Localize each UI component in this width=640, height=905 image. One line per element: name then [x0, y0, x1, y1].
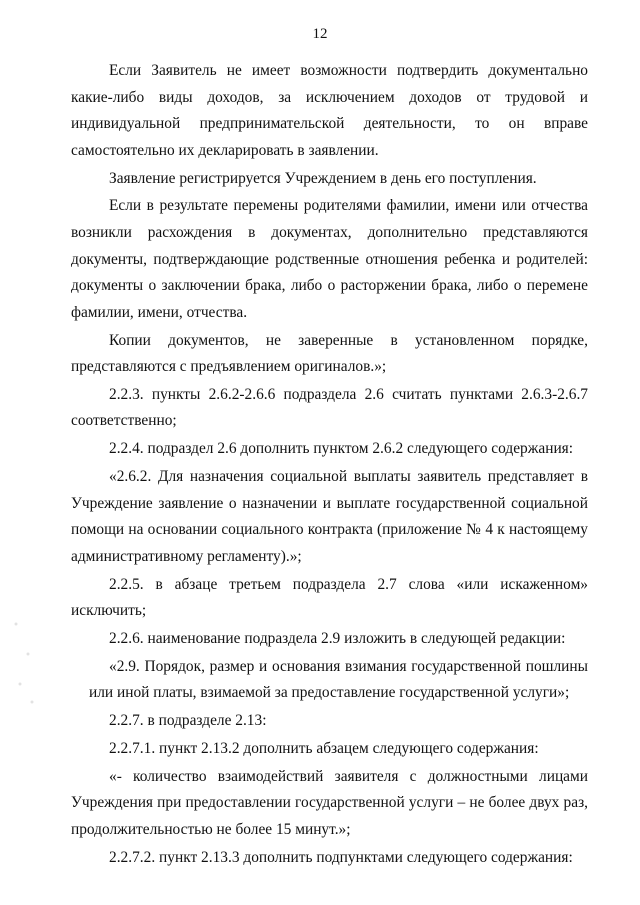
paragraph-income-declaration: Если Заявитель не имеет возможности подтвердить документально какие-либо виды доходов, за исключением доходов от трудовой и индивидуальной предпринимательской деятельности, то он вправе самостоятельно их декларировать в заявлении.: [71, 62, 588, 159]
paragraph-interaction-limit-quote: «- количество взаимодействий заявителя с должностными лицами Учреждения при предоставлении государственной услуги – не более двух раз, продолжительностью не более 15 минут.»;: [71, 767, 588, 838]
paragraph-2-2-7: 2.2.7. в подразделе 2.13:: [109, 712, 267, 730]
paragraph-2-2-5: 2.2.5. в абзаце третьем подраздела 2.7 слова «или искаженном» исключить;: [71, 575, 588, 620]
paragraph-registration: Заявление регистрируется Учреждением в день его поступления.: [109, 169, 537, 187]
paragraph-2-6-2-quote: «2.6.2. Для назначения социальной выплаты заявитель представляет в Учреждение заявление о назначении и выплате государственной социальной помощи на основании социального контракта (приложение № 4 к настоящему административному регламенту).»;: [71, 468, 588, 565]
paragraph-2-2-7-1: 2.2.7.1. пункт 2.13.2 дополнить абзацем следующего содержания:: [109, 739, 539, 757]
page-number: 12: [312, 26, 328, 42]
paragraph-2-2-7-2: 2.2.7.2. пункт 2.13.3 дополнить подпунктами следующего содержания:: [109, 848, 573, 866]
paragraph-2-2-4: 2.2.4. подраздел 2.6 дополнить пунктом 2.6.2 следующего содержания:: [109, 440, 574, 458]
paragraph-name-change: Если в результате перемены родителями фамилии, имени или отчества возникли расхождения в документах, дополнительно представляются документы, подтверждающие родственные отношения ребенка и родителей: документы о заключении брака, либо о расторжении брака, либо о перемене фамилии, имени, отчества.: [71, 197, 588, 321]
paragraph-2-2-3: 2.2.3. пункты 2.6.2-2.6.6 подраздела 2.6 считать пунктами 2.6.3-2.6.7 соответственно;: [71, 385, 588, 430]
paragraph-2-2-6: 2.2.6. наименование подраздела 2.9 изложить в следующей редакции:: [109, 629, 566, 647]
paragraph-2-9-quote: «2.9. Порядок, размер и основания взимания государственной пошлины или иной платы, взимаемой за предоставление государственной услуги»;: [89, 657, 588, 702]
scan-smudge: [4, 600, 44, 720]
document-body: [71, 58, 588, 872]
paragraph-copies: Копии документов, не заверенные в установленном порядке, представляются с предъявлением оригиналов.»;: [71, 331, 588, 376]
